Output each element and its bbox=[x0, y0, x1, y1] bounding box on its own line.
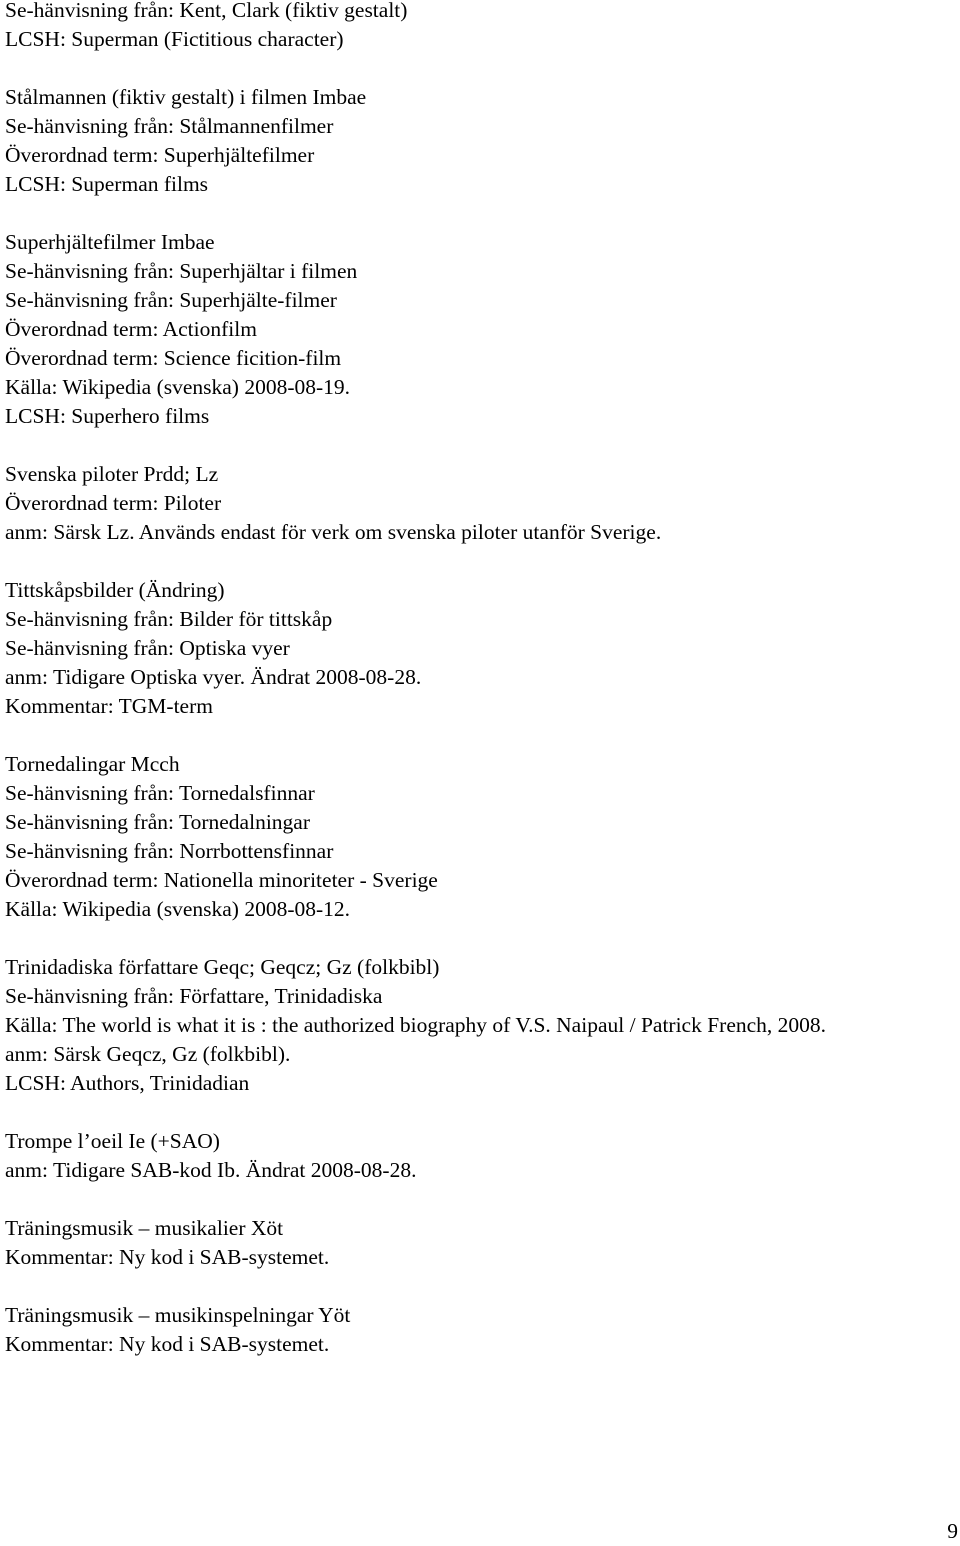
term-entry bbox=[5, 750, 945, 924]
entry-line: Se-hänvisning från: Tornedalsfinnar bbox=[5, 781, 315, 805]
entry-heading: Träningsmusik – musikinspelningar Yöt bbox=[5, 1303, 351, 1327]
entry-heading: Tornedalingar Mcch bbox=[5, 752, 180, 776]
entry-line: anm: Särsk Lz. Används endast för verk om svenska piloter utanför Sverige. bbox=[5, 520, 662, 544]
entry-line: Se-hänvisning från: Tornedalningar bbox=[5, 810, 310, 834]
entry-line: Kommentar: Ny kod i SAB-systemet. bbox=[5, 1245, 330, 1269]
entry-heading: Träningsmusik – musikalier Xöt bbox=[5, 1216, 284, 1240]
entry-line: Se-hänvisning från: Superhjältar i filmen bbox=[5, 259, 358, 283]
entry-line: Överordnad term: Actionfilm bbox=[5, 317, 257, 341]
entry-line: Kommentar: TGM-term bbox=[5, 694, 213, 718]
entry-line: Se-hänvisning från: Norrbottensfinnar bbox=[5, 839, 334, 863]
entry-line: Överordnad term: Science ficition-film bbox=[5, 346, 342, 370]
term-entry bbox=[5, 1214, 945, 1272]
term-entry bbox=[5, 1301, 945, 1359]
term-entry bbox=[5, 460, 945, 547]
entry-line: anm: Tidigare SAB-kod Ib. Ändrat 2008-08-28. bbox=[5, 1158, 417, 1182]
term-entry bbox=[5, 228, 945, 431]
document-page bbox=[5, 0, 945, 1388]
entry-line: Överordnad term: Piloter bbox=[5, 491, 222, 515]
entry-line: anm: Särsk Geqcz, Gz (folkbibl). bbox=[5, 1042, 291, 1066]
entry-line: Överordnad term: Superhjältefilmer bbox=[5, 143, 315, 167]
entry-line: Se-hänvisning från: Stålmannenfilmer bbox=[5, 114, 334, 138]
entry-line: LCSH: Superhero films bbox=[5, 404, 210, 428]
entry-heading: Svenska piloter Prdd; Lz bbox=[5, 462, 219, 486]
entry-line: LCSH: Superman (Fictitious character) bbox=[5, 27, 344, 51]
entry-line: Överordnad term: Nationella minoriteter - Sverige bbox=[5, 868, 438, 892]
entry-line: LCSH: Authors, Trinidadian bbox=[5, 1071, 250, 1095]
entry-line: anm: Tidigare Optiska vyer. Ändrat 2008-08-28. bbox=[5, 665, 422, 689]
page-number: 9 bbox=[947, 1519, 958, 1543]
term-entry bbox=[5, 576, 945, 721]
entry-list bbox=[5, 0, 945, 1359]
term-entry bbox=[5, 83, 945, 199]
entry-line: LCSH: Superman films bbox=[5, 172, 209, 196]
entry-line: Källa: Wikipedia (svenska) 2008-08-12. bbox=[5, 897, 351, 921]
term-entry bbox=[5, 953, 945, 1098]
entry-line: Källa: The world is what it is : the authorized biography of V.S. Naipaul / Patrick French, 2008. bbox=[5, 1013, 827, 1037]
entry-heading: Superhjältefilmer Imbae bbox=[5, 230, 215, 254]
entry-line: Se-hänvisning från: Bilder för tittskåp bbox=[5, 607, 333, 631]
entry-line: Källa: Wikipedia (svenska) 2008-08-19. bbox=[5, 375, 351, 399]
entry-heading: Se-hänvisning från: Kent, Clark (fiktiv gestalt) bbox=[5, 0, 408, 22]
term-entry bbox=[5, 0, 945, 54]
entry-line: Se-hänvisning från: Optiska vyer bbox=[5, 636, 290, 660]
entry-heading: Tittskåpsbilder (Ändring) bbox=[5, 578, 225, 602]
entry-heading: Trompe l’oeil Ie (+SAO) bbox=[5, 1129, 220, 1153]
entry-line: Se-hänvisning från: Författare, Trinidadiska bbox=[5, 984, 383, 1008]
entry-line: Se-hänvisning från: Superhjälte-filmer bbox=[5, 288, 337, 312]
entry-line: Kommentar: Ny kod i SAB-systemet. bbox=[5, 1332, 330, 1356]
entry-heading: Trinidadiska författare Geqc; Geqcz; Gz (folkbibl) bbox=[5, 955, 440, 979]
entry-heading: Stålmannen (fiktiv gestalt) i filmen Imbae bbox=[5, 85, 367, 109]
term-entry bbox=[5, 1127, 945, 1185]
